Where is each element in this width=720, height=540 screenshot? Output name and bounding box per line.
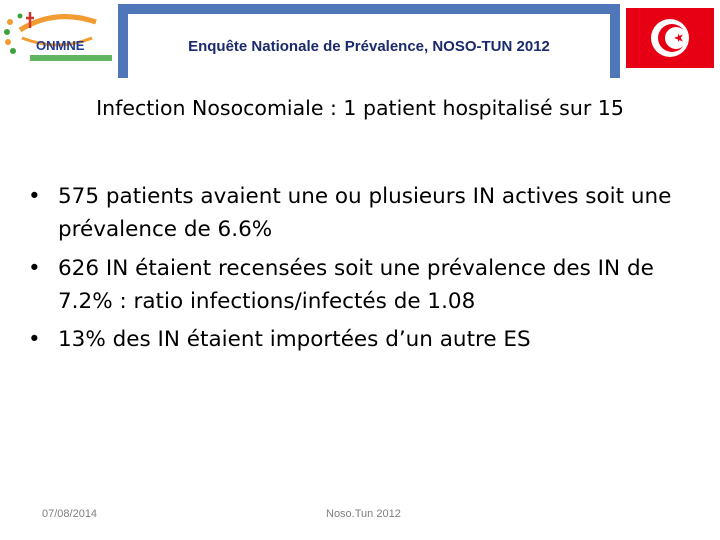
bullet-dot-icon: • <box>28 327 41 353</box>
bullet-item <box>28 323 708 356</box>
banner-title: Enquête Nationale de Prévalence, NOSO-TUN 2012 <box>188 37 550 55</box>
bullet-text: 575 patients avaient une ou plusieurs IN actives soit une prévalence de 6.6% <box>58 184 672 243</box>
bullet-dot-icon: • <box>28 255 41 281</box>
bullet-dot-icon: • <box>28 184 41 209</box>
logo-text: ONMNE <box>36 38 85 53</box>
tunisia-flag <box>622 0 718 78</box>
footer-center: Noso.Tun 2012 <box>326 508 401 520</box>
banner-inner <box>128 14 610 78</box>
bullet-text: 626 IN étaient recensées soit une prévalence des IN de 7.2% : ratio infections/infectés de 1.08 <box>58 255 654 314</box>
tunisia-flag-icon <box>622 0 718 78</box>
slide-headline: Infection Nosocomiale : 1 patient hospitalisé sur 15 <box>96 96 624 120</box>
bullet-item <box>28 180 708 247</box>
bullet-text: 13% des IN étaient importées d’un autre ES <box>58 327 531 353</box>
bullet-list <box>28 180 708 362</box>
bullet-item <box>28 252 708 319</box>
footer-date: 07/08/2014 <box>42 508 98 520</box>
onmne-logo <box>0 0 120 78</box>
onmne-logo-icon <box>0 0 120 78</box>
header-banner <box>118 4 620 78</box>
logo-dots <box>4 14 23 55</box>
